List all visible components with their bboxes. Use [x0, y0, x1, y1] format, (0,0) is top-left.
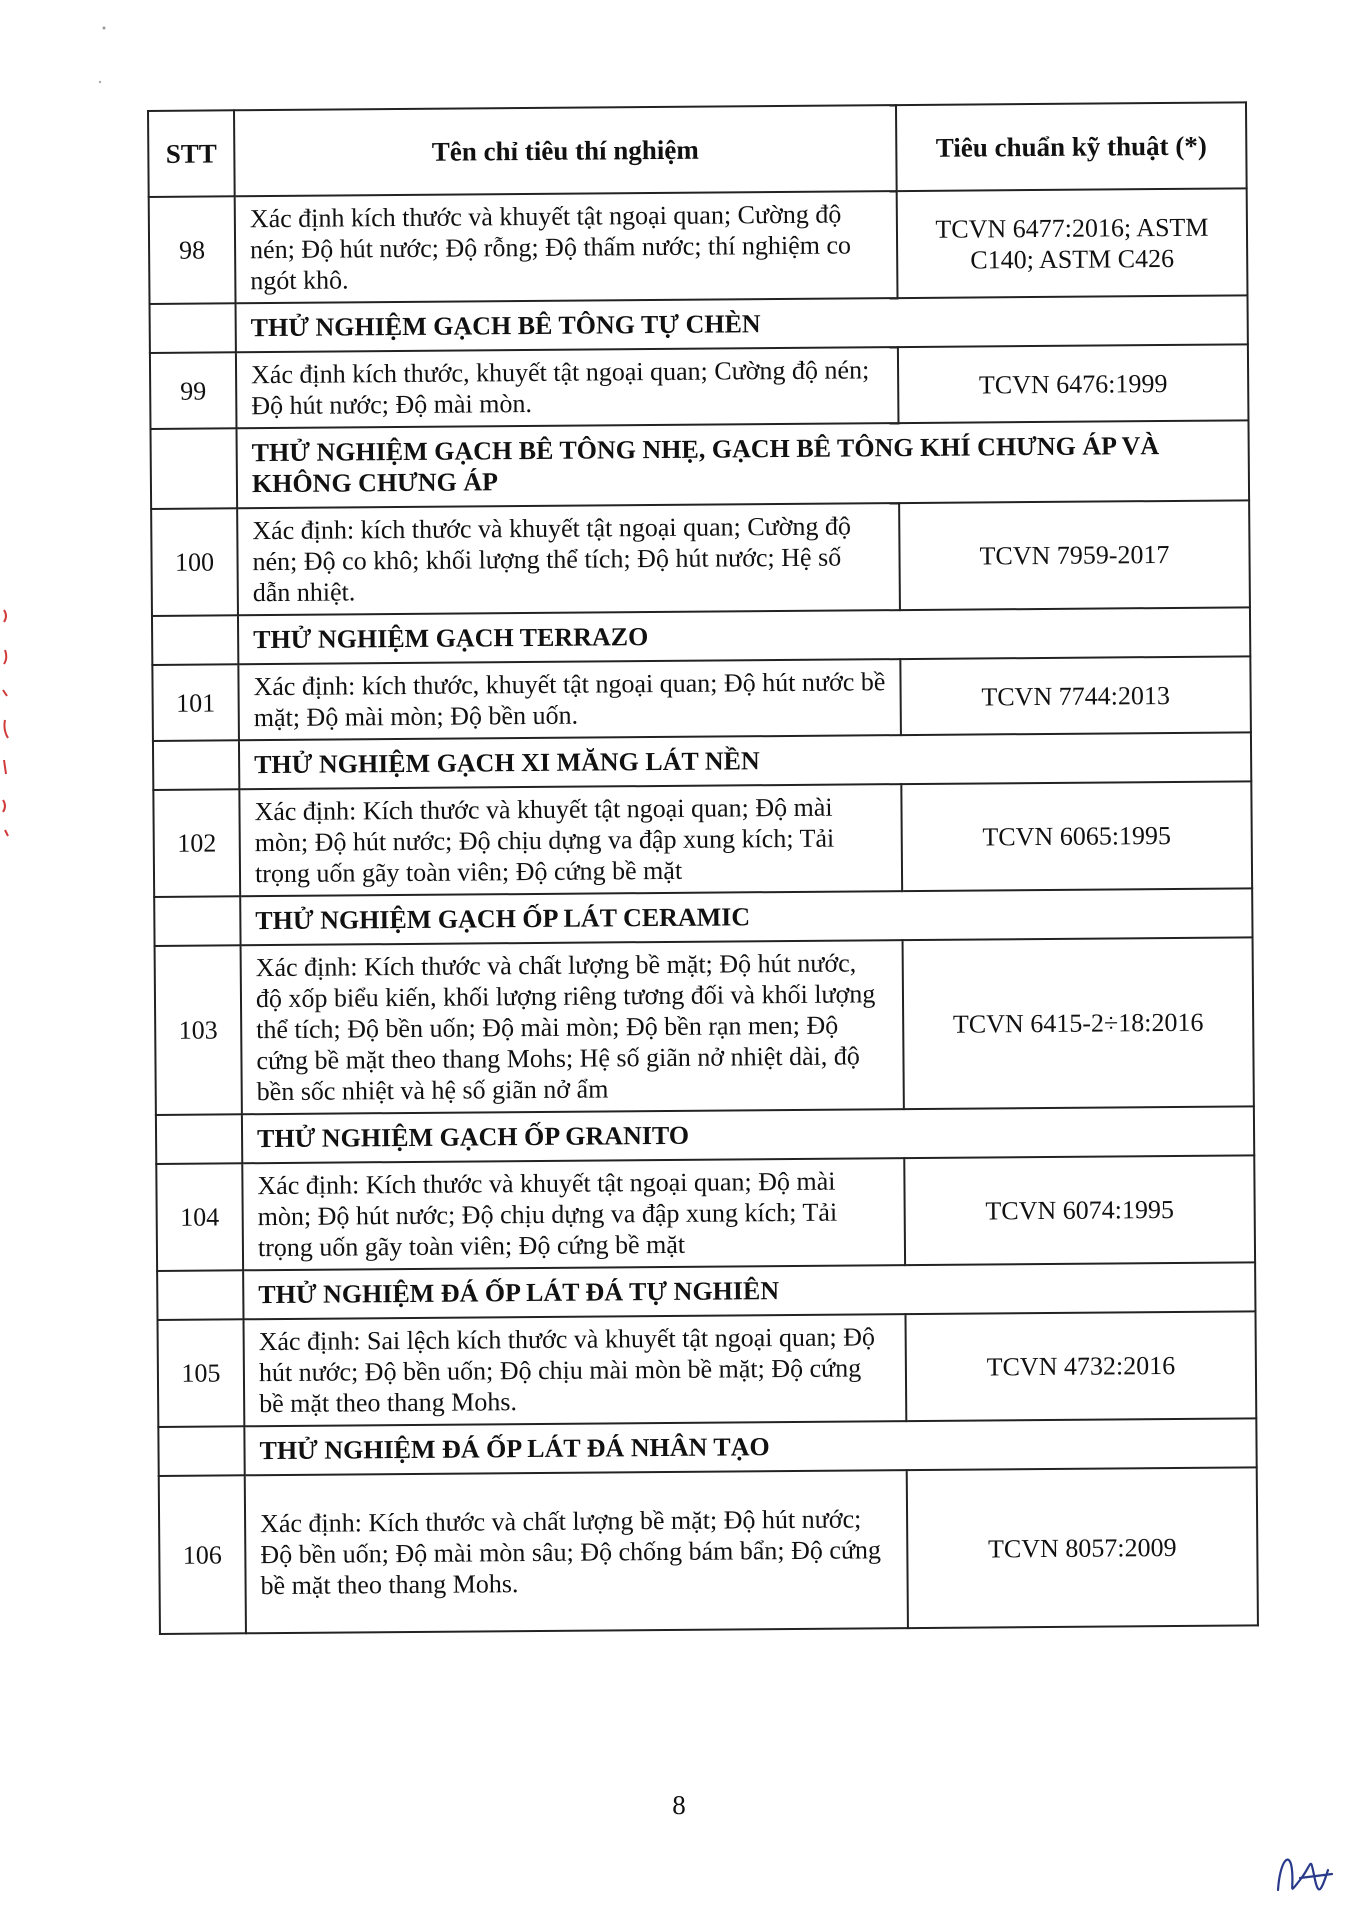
row-stt: 105	[158, 1319, 245, 1427]
row-test-name: Xác định: Kích thước và khuyết tật ngoại quan; Độ mài mòn; Độ hút nước; Độ chịu dựng va đập xung kích; Tải trọng uốn gãy toàn viên; Độ cứng bề mặt	[242, 1158, 905, 1270]
row-stt: 102	[153, 789, 240, 897]
section-stt-cell	[158, 1426, 244, 1476]
row-test-name: Xác định: Sai lệch kích thước và khuyết tật ngoại quan; Độ hút nước; Độ bền uốn; Độ chịu mài mòn bề mặt; Độ cứng bề mặt theo thang Mohs.	[244, 1314, 907, 1426]
row-standard: TCVN 7959-2017	[899, 500, 1250, 610]
section-row	[158, 1418, 1256, 1476]
header-stt: STT	[148, 110, 235, 197]
row-stt: 100	[151, 508, 238, 616]
section-stt-cell	[150, 303, 236, 353]
section-title: THỬ NGHIỆM GẠCH ỐP GRANITO	[242, 1106, 1254, 1163]
row-standard: TCVN 7744:2013	[900, 656, 1251, 735]
row-test-name: Xác định: Kích thước và chất lượng bề mặt; Độ hút nước, độ xốp biểu kiến, khối lượng riêng tương đối và khối lượng thể tích; Độ bền uốn; Độ mài mòn; Độ bền rạn men; Độ cứng bề mặt theo thang Mohs; Hệ số giãn nở nhiệt dài, độ bền sốc nhiệt và hệ số giãn nở ẩm	[241, 940, 904, 1114]
section-stt-cell	[154, 896, 240, 946]
table-row	[159, 1467, 1258, 1634]
row-test-name: Xác định: kích thước, khuyết tật ngoại quan; Độ hút nước bề mặt; Độ mài mòn; Độ bền uốn.	[238, 659, 901, 740]
section-row	[156, 1106, 1254, 1164]
section-stt-cell	[157, 1270, 243, 1320]
row-standard: TCVN 6074:1995	[904, 1155, 1255, 1265]
section-stt-cell	[156, 1114, 242, 1164]
row-standard: TCVN 6477:2016; ASTM C140; ASTM C426	[897, 188, 1248, 298]
row-standard: TCVN 6476:1999	[898, 344, 1249, 423]
section-title: THỬ NGHIỆM GẠCH ỐP LÁT CERAMIC	[240, 888, 1252, 945]
row-stt: 106	[159, 1475, 246, 1634]
test-standards-table-wrapper	[147, 101, 1259, 1635]
row-stt: 104	[156, 1163, 243, 1271]
row-stt: 99	[150, 352, 237, 429]
section-title: THỬ NGHIỆM ĐÁ ỐP LÁT ĐÁ NHÂN TẠO	[244, 1418, 1256, 1475]
row-test-name: Xác định kích thước, khuyết tật ngoại quan; Cường độ nén; Độ hút nước; Độ mài mòn.	[236, 347, 899, 428]
section-row	[150, 295, 1248, 353]
section-stt-cell	[152, 615, 238, 665]
section-title: THỬ NGHIỆM GẠCH BÊ TÔNG NHẸ, GẠCH BÊ TÔNG KHÍ CHƯNG ÁP VÀ KHÔNG CHƯNG ÁP	[237, 420, 1250, 508]
table-row	[153, 781, 1252, 897]
scan-speck	[98, 20, 118, 95]
table-row	[155, 937, 1254, 1115]
section-title: THỬ NGHIỆM ĐÁ ỐP LÁT ĐÁ TỰ NGHIÊN	[243, 1262, 1255, 1319]
section-row	[153, 732, 1251, 790]
row-stt: 101	[152, 664, 239, 741]
section-stt-cell	[151, 428, 238, 509]
table-row	[152, 656, 1251, 741]
row-test-name: Xác định: Kích thước và khuyết tật ngoại quan; Độ mài mòn; Độ hút nước; Độ chịu dựng va đập xung kích; Tải trọng uốn gãy toàn viên; Độ cứng bề mặt	[239, 784, 902, 896]
section-row	[152, 607, 1250, 665]
section-row	[151, 420, 1250, 509]
header-standard: Tiêu chuẩn kỹ thuật (*)	[896, 102, 1247, 191]
row-test-name: Xác định kích thước và khuyết tật ngoại quan; Cường độ nén; Độ hút nước; Độ rỗng; Độ thấm nước; thí nghiệm co ngót khô.	[235, 191, 898, 303]
table-row	[149, 188, 1248, 304]
row-standard: TCVN 6065:1995	[901, 781, 1252, 891]
section-title: THỬ NGHIỆM GẠCH TERRAZO	[238, 607, 1250, 664]
section-title: THỬ NGHIỆM GẠCH BÊ TÔNG TỰ CHÈN	[236, 295, 1248, 352]
table-row	[151, 500, 1250, 616]
table-row	[156, 1155, 1255, 1271]
row-standard: TCVN 6415-2÷18:2016	[903, 937, 1254, 1109]
table-row	[150, 344, 1249, 429]
row-test-name: Xác định: kích thước và khuyết tật ngoại quan; Cường độ nén; Độ co khô; khối lượng thể tích; Độ hút nước; Hệ số dẫn nhiệt.	[237, 503, 900, 615]
test-standards-table	[147, 101, 1259, 1635]
table-row	[158, 1311, 1257, 1427]
row-standard: TCVN 4732:2016	[905, 1311, 1256, 1421]
row-stt: 98	[149, 196, 236, 304]
table-header-row	[148, 102, 1247, 197]
section-title: THỬ NGHIỆM GẠCH XI MĂNG LÁT NỀN	[239, 732, 1251, 789]
row-stt: 103	[155, 945, 242, 1115]
row-standard: TCVN 8057:2009	[907, 1467, 1258, 1628]
signature-mark	[1270, 1840, 1340, 1905]
section-row	[154, 888, 1252, 946]
section-row	[157, 1262, 1255, 1320]
page-number: 8	[672, 1790, 686, 1820]
margin-stamp-fragment	[0, 590, 14, 855]
section-stt-cell	[153, 740, 239, 790]
header-test-name: Tên chỉ tiêu thí nghiệm	[234, 105, 897, 196]
row-test-name: Xác định: Kích thước và chất lượng bề mặt; Độ hút nước; Độ bền uốn; Độ mài mòn sâu; Độ chống bám bẩn; Độ cứng bề mặt theo thang Mohs.	[245, 1470, 908, 1633]
